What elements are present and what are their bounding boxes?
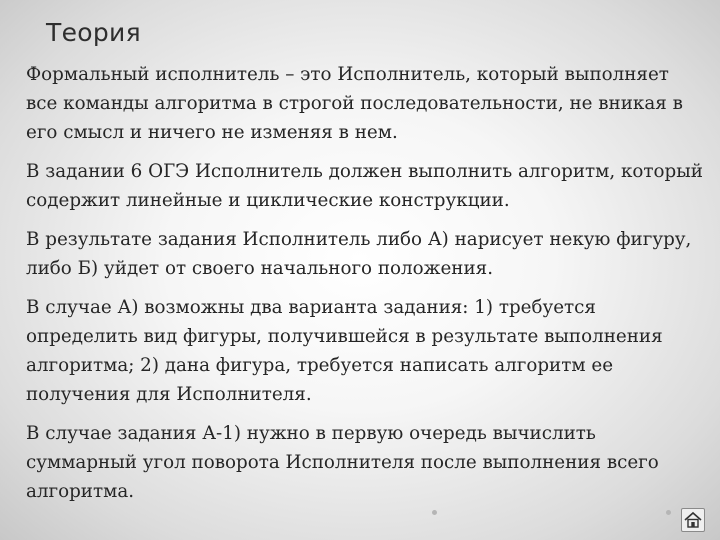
slide-body [26, 60, 706, 516]
nav-dot-right[interactable] [666, 510, 671, 515]
home-button[interactable] [681, 508, 705, 532]
slide-title: Теория [46, 18, 141, 47]
home-icon [682, 509, 704, 531]
nav-dot-left[interactable] [432, 510, 437, 515]
paragraph-case-a1: В случае задания А-1) нужно в первую очередь вычислить суммарный угол поворота Исполнителя после выполнения всего алгоритма. [26, 423, 659, 502]
paragraph-task-6: В задании 6 ОГЭ Исполнитель должен выполнить алгоритм, который содержит линейные и циклические конструкции. [26, 161, 703, 211]
paragraph-case-a: В случае А) возможны два варианта задания: 1) требуется определить вид фигуры, получившейся в результате выполнения алгоритма; 2) дана фигура, требуется написать алгоритм ее получения для Исполнителя. [26, 297, 663, 405]
paragraph-definition: Формальный исполнитель – это Исполнитель, который выполняет все команды алгоритма в строгой последовательности, не вникая в его смысл и ничего не изменяя в нем. [26, 64, 683, 143]
paragraph-result: В результате задания Исполнитель либо А) нарисует некую фигуру, либо Б) уйдет от своего начального положения. [26, 229, 692, 279]
